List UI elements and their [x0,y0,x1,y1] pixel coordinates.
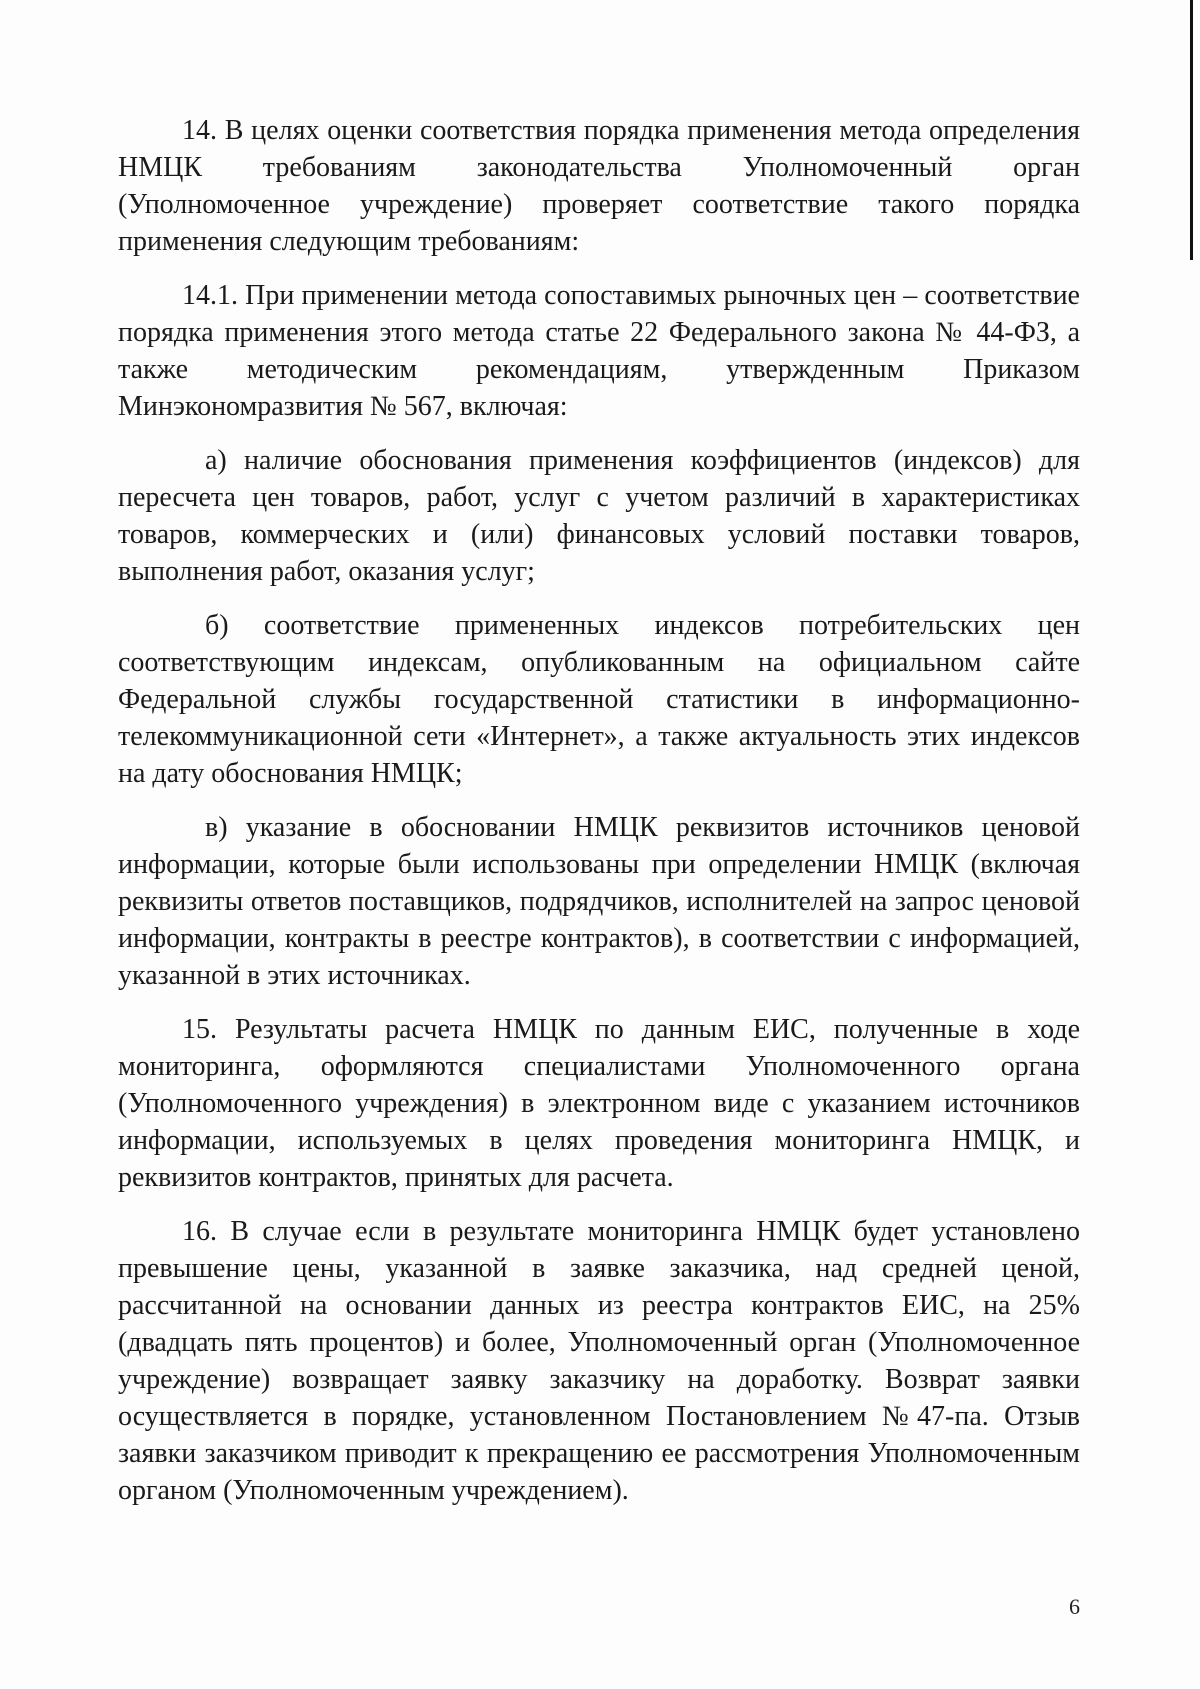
paragraph-14-1-v: в) указание в обосновании НМЦК реквизитов источников ценовой информации, которые были использованы при определении НМЦК (включая реквизиты ответов поставщиков, подрядчиков, исполнителей на запрос ценовой информации, контракты в реестре контрактов), в соответствии с информацией, указанной в этих источниках. [118,812,1080,991]
paragraph-14: 14. В целях оценки соответствия порядка применения метода определения НМЦК требованиям законодательства Уполномоченный орган (Уполномоченное учреждение) проверяет соответствие такого порядка применения следующим требованиям: [118,115,1080,257]
paragraph-14-1-a: а) наличие обоснования применения коэффициентов (индексов) для пересчета цен товаров, работ, услуг с учетом различий в характеристиках товаров, коммерческих и (или) финансовых условий поставки товаров, выполнения работ, оказания услуг; [118,445,1080,587]
page-number: 6 [1069,1594,1080,1619]
scan-edge-line [1190,0,1193,260]
paragraph-14-1: 14.1. При применении метода сопоставимых рыночных цен – соответствие порядка применения этого метода статье 22 Федерального закона № 44-ФЗ, а также методическим рекомендациям, утвержденным Приказом Минэкономразвития № 567, включая: [118,280,1080,422]
paragraph-15: 15. Результаты расчета НМЦК по данным ЕИС, полученные в ходе мониторинга, оформляются специалистами Уполномоченного органа (Уполномоченного учреждения) в электронном виде с указанием источников информации, используемых в целях проведения мониторинга НМЦК, и реквизитов контрактов, принятых для расчета. [118,1014,1080,1193]
document-body [118,112,1080,1526]
paragraph-14-1-b: б) соответствие примененных индексов потребительских цен соответствующим индексам, опубликованным на официальном сайте Федеральной службы государственной статистики в информационно-телекоммуникационной сети «Интернет», а также актуальность этих индексов на дату обоснования НМЦК; [118,610,1080,789]
paragraph-16: 16. В случае если в результате мониторинга НМЦК будет установлено превышение цены, указанной в заявке заказчика, над средней ценой, рассчитанной на основании данных из реестра контрактов ЕИС, на 25% (двадцать пять процентов) и более, Уполномоченный орган (Уполномоченное учреждение) возвращает заявку заказчику на доработку. Возврат заявки осуществляется в порядке, установленном Постановлением №47-па. Отзыв заявки заказчиком приводит к прекращению ее рассмотрения Уполномоченным органом (Уполномоченным учреждением). [118,1216,1080,1506]
